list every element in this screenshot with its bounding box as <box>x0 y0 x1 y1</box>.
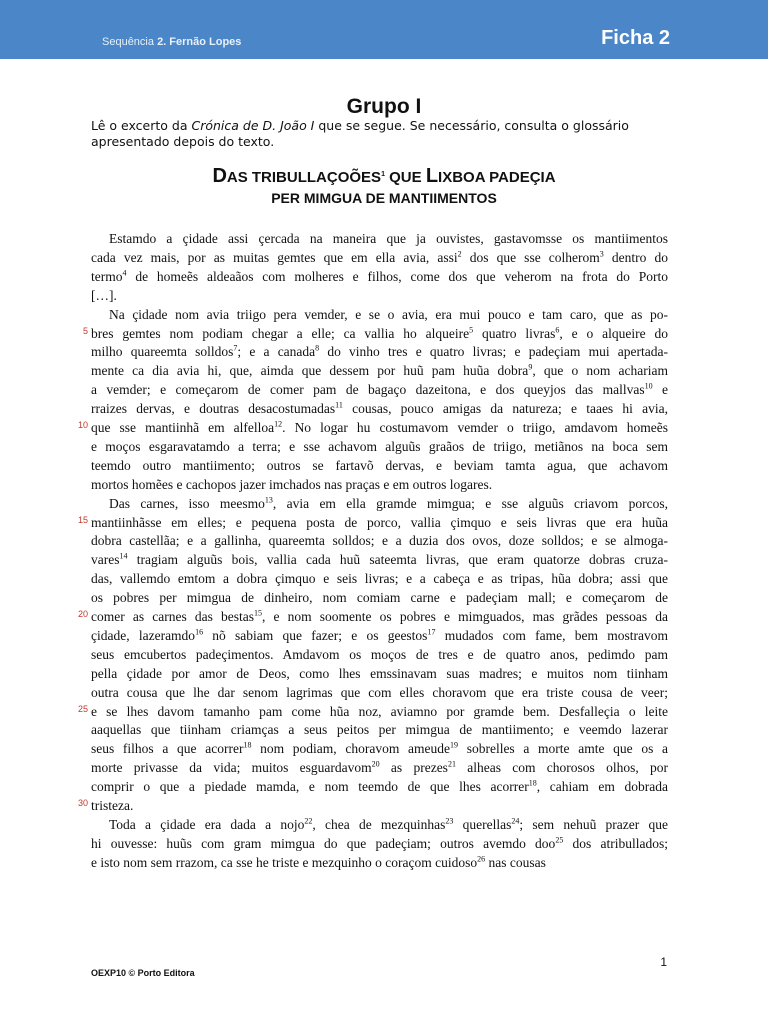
text-fragment: ; e a canada <box>237 344 316 360</box>
text-fragment: nom podiam, choravom ameude <box>251 741 451 757</box>
text-fragment: , e o alqueire do <box>559 325 669 341</box>
text-fragment: e se lhes davom tamanho pam come hũa noz, aviamno por gramde bem. Desfalleçia o leite <box>91 703 668 719</box>
text-fragment: quatro livras <box>473 325 556 341</box>
footnote-ref[interactable]: 4 <box>122 268 127 278</box>
text-fragment: Das carnes, isso meesmo <box>109 495 265 511</box>
text-fragment: . No logar hu costumavom vemder o triigo, amdavom homeẽs <box>282 420 668 435</box>
footnote-ref[interactable]: 21 <box>447 759 456 769</box>
text-fragment: rraizes dervas, e doutras desacostumadas <box>91 401 336 417</box>
footnote-ref[interactable]: 19 <box>450 740 459 750</box>
text-fragment: mortos homẽes e cachopos jazer imchados nas praças e em outros logares. <box>91 476 493 492</box>
line-number: 30 <box>77 798 88 808</box>
text-fragment: aaquellas que tiinham criamças a seus peitos per mimgua de mantiimento; e veemdo lazerar <box>91 722 668 738</box>
text-fragment: morte privasse da vida; muitos esguardavom <box>91 760 372 776</box>
footnote-ref[interactable]: 18 <box>528 778 537 788</box>
text-fragment: dentro do <box>603 249 668 265</box>
text-line <box>91 399 668 418</box>
title-segment: IXBOA PADEÇIA <box>438 169 556 186</box>
text-fragment: e isto nom sem rrazom, ca sse he triste e mezquinho o coraçom cuidoso <box>91 854 478 870</box>
publisher-credit: OEXP10 © Porto Editora <box>91 968 195 978</box>
text-line <box>91 626 668 645</box>
text-line <box>91 248 668 267</box>
text-line <box>91 664 668 683</box>
text-fragment: das, vallemdo emtom a dobra çimquo e seis livras; e a cabeça e as tripas, hũa dobra; assi que <box>91 571 668 587</box>
text-fragment: Estamdo a çidade assi çercada na maneira que ja ouvistes, gastavomsse os mantiimentos <box>109 231 668 246</box>
text-line <box>91 702 668 721</box>
title-segment: QUE <box>384 169 426 186</box>
footnote-ref[interactable]: 15 <box>254 608 263 618</box>
text-line <box>91 720 668 739</box>
chapter-title-line-1 <box>0 165 768 188</box>
text-fragment: […]. <box>91 287 117 303</box>
work-title: Crónica de D. João I <box>191 118 315 133</box>
text-fragment: de homeẽs aldeaãos com molheres e filhos, come dos que veherom na frota do Porto <box>126 268 668 284</box>
text-line <box>91 796 668 815</box>
text-line <box>91 437 668 456</box>
text-fragment: nõ sabiam que fazer; e os geestos <box>203 627 428 643</box>
text-fragment: çidade, lazeramdo <box>91 627 196 643</box>
text-line <box>91 475 668 494</box>
text-line <box>91 267 668 286</box>
text-fragment: teemdo outro mantiimento; outros se fartavõ dervas, e beviam tamta agua, que achavom <box>91 457 668 473</box>
text-line <box>91 777 668 796</box>
footnote-ref[interactable]: 26 <box>477 854 486 864</box>
text-fragment: , que o nom achariam <box>532 363 668 379</box>
footnote-ref[interactable]: 5 <box>469 325 474 334</box>
text-fragment: cousas, pouco amigas da natureza; e taaes hi avia, <box>342 401 668 417</box>
sequence-label: Sequência 2. Fernão Lopes <box>102 36 242 48</box>
text-line <box>91 342 668 361</box>
text-line <box>91 607 668 626</box>
text-fragment: hi ouvesse: huũs com gram mimgua do que padeçiam; outros avemdo doo <box>91 835 556 851</box>
text-fragment: a vemder; e começarom de comer pam de bagaço dazeitona, e dos queyjos das mallvas <box>91 382 645 398</box>
text-fragment: seus filhos a que acorrer <box>91 741 244 757</box>
footnote-ref[interactable]: 10 <box>644 381 653 391</box>
text-fragment: do vinho tres e quatro livras; e padeçiam mui apertada- <box>319 344 669 360</box>
text-fragment: tragiam alguũs bois, vallia cada huũ sateemta livras, que eram quatorze dobras cruza- <box>127 552 668 568</box>
text-line <box>91 513 668 532</box>
text-fragment: seus emcubertos padeçimentos. Amdavom os moços de tres e de quatro anos, pedimdo pam <box>91 646 668 662</box>
text-fragment: dos que sse colherom <box>461 249 600 265</box>
header-bar <box>0 0 768 59</box>
chapter-title-line-2: PER MIMGUA DE MANTIIMENTOS <box>271 190 497 206</box>
text-fragment: sobrelles a morte amte que os a <box>458 741 668 757</box>
text-fragment: cada vez mais, por as muitas gemtes que em ella avia, assi <box>91 249 458 265</box>
footnote-ref[interactable]: 13 <box>264 495 273 505</box>
text-line <box>91 324 668 343</box>
footnote-ref: 1 <box>381 171 385 178</box>
text-line <box>91 380 668 399</box>
group-title: Grupo I <box>346 95 422 118</box>
text-line <box>91 739 668 758</box>
line-number: 5 <box>82 325 88 336</box>
text-line <box>91 834 668 853</box>
text-fragment: bres gemtes nom podiam chegar a elle; ca vallia ho alqueire <box>91 325 470 341</box>
title-segment: L <box>425 165 439 187</box>
text-fragment: e <box>652 382 668 398</box>
footnote-ref[interactable]: 9 <box>528 362 533 372</box>
text-fragment: as prezes <box>379 760 448 776</box>
text-fragment: , chea de mezquinhas <box>312 816 446 832</box>
title-segment: AS TRIBULLAÇOÕES <box>226 169 382 186</box>
text-line <box>91 229 668 248</box>
text-fragment: vares <box>91 552 120 568</box>
footnote-ref[interactable]: 23 <box>445 816 454 826</box>
text-fragment: mantiinhãsse em elles; e pequena posta de porco, vallia çimquo e seis livras que era huũa <box>91 514 668 530</box>
line-number: 10 <box>77 420 88 430</box>
text-line <box>91 361 668 380</box>
footnote-ref[interactable]: 12 <box>274 419 283 429</box>
text-fragment: dobra castellãa; e a gallinha, quareemta solldos; e a duzia dos ovos, doze solldos; e se almoga- <box>91 533 668 549</box>
text-line <box>91 305 668 324</box>
text-fragment: que sse mantiinhã em alfelloa <box>91 420 275 435</box>
footnote-ref[interactable]: 7 <box>233 343 238 353</box>
text-fragment: mente ca dia avia hi, que, aimda que dessem por huũ pam huũa dobra <box>91 363 529 379</box>
text-line <box>91 569 668 588</box>
line-number: 15 <box>77 514 88 525</box>
text-line <box>91 418 668 437</box>
text-fragment: , avia em ella gramde mimgua; e sse alguũs criavom porcos, <box>272 495 668 511</box>
text-fragment: querellas <box>453 816 512 832</box>
intro-text: Lê o excerto da Crónica de D. João I que se segue. Se necessário, consulta o glossário apresentado depois do texto. <box>91 118 629 149</box>
sheet-title: Ficha 2 <box>601 27 670 49</box>
text-line <box>91 588 668 607</box>
text-line <box>91 456 668 475</box>
footnote-ref[interactable]: 25 <box>555 835 564 845</box>
page-number: 1 <box>660 955 667 969</box>
footnote-ref[interactable]: 24 <box>511 816 520 826</box>
footnote-ref[interactable]: 22 <box>304 816 313 826</box>
footnote-ref[interactable]: 8 <box>315 343 320 353</box>
title-segment: D <box>212 165 227 187</box>
text-fragment: Na çidade nom avia triigo pera vemder, e se o avia, era mui pouco e tam caro, que as po- <box>109 306 668 322</box>
text-line <box>91 286 668 305</box>
text-fragment: Toda a çidade era dada a nojo <box>109 816 305 832</box>
text-line <box>91 683 668 702</box>
text-fragment: ; sem nehuũ prazer que <box>519 816 669 832</box>
text-fragment: , e nom soomente os pobres e mimguados, mas grãdes pessoas da <box>262 609 668 624</box>
footnote-ref[interactable]: 2 <box>457 249 462 259</box>
text-fragment: alheas com chorosos olhos, por <box>455 760 668 776</box>
footnote-ref[interactable]: 18 <box>243 740 252 750</box>
text-line <box>91 815 668 834</box>
text-line <box>91 550 668 569</box>
text-line <box>91 758 668 777</box>
text-fragment: comer as carnes das bestas <box>91 609 255 624</box>
text-fragment: os pobres per mimgua de dinheiro, nom comiam carne e padeçiam mall; e começarom de <box>91 590 668 606</box>
footnote-ref[interactable]: 6 <box>555 325 560 334</box>
text-fragment: termo <box>91 268 123 284</box>
sequence-number: 2. Fernão Lopes <box>157 36 242 48</box>
footnote-ref[interactable]: 3 <box>599 249 604 259</box>
text-fragment: dos atribullados; <box>563 835 668 851</box>
footnote-ref[interactable]: 20 <box>371 759 380 769</box>
footnote-ref[interactable]: 16 <box>195 627 204 637</box>
footnote-ref[interactable]: 14 <box>119 551 128 561</box>
text-fragment: e moços esgaravatamdo a terra; e sse achavom alguũs graãos de triigo, metiãnos na boca sem <box>91 438 668 454</box>
text-fragment: outra cousa que lhe dar senom lagrimas que com elles choravom que era triste cousa de veer; <box>91 684 668 700</box>
line-number: 20 <box>77 609 88 619</box>
text-line <box>91 494 668 513</box>
text-fragment: mudados com fame, bem mostravom <box>435 627 668 643</box>
text-fragment: pella çidade por amor de Deos, como lhes emssinavam suas madres; e muitos nom tiinham <box>91 665 668 681</box>
line-number: 25 <box>77 703 88 714</box>
text-line <box>91 853 668 872</box>
text-line <box>91 645 668 664</box>
footnote-ref[interactable]: 17 <box>427 627 436 637</box>
text-fragment: milho quareemta solldos <box>91 344 234 360</box>
text-fragment: tristeza. <box>91 798 134 813</box>
text-line <box>91 531 668 550</box>
text-fragment: nas cousas <box>485 854 546 870</box>
footnote-ref[interactable]: 11 <box>335 400 343 410</box>
text-fragment: comprir o que a piedade mamda, e nom teemdo de que lhes acorrer <box>91 779 529 795</box>
text-fragment: , cahiam em dobrada <box>536 779 668 795</box>
